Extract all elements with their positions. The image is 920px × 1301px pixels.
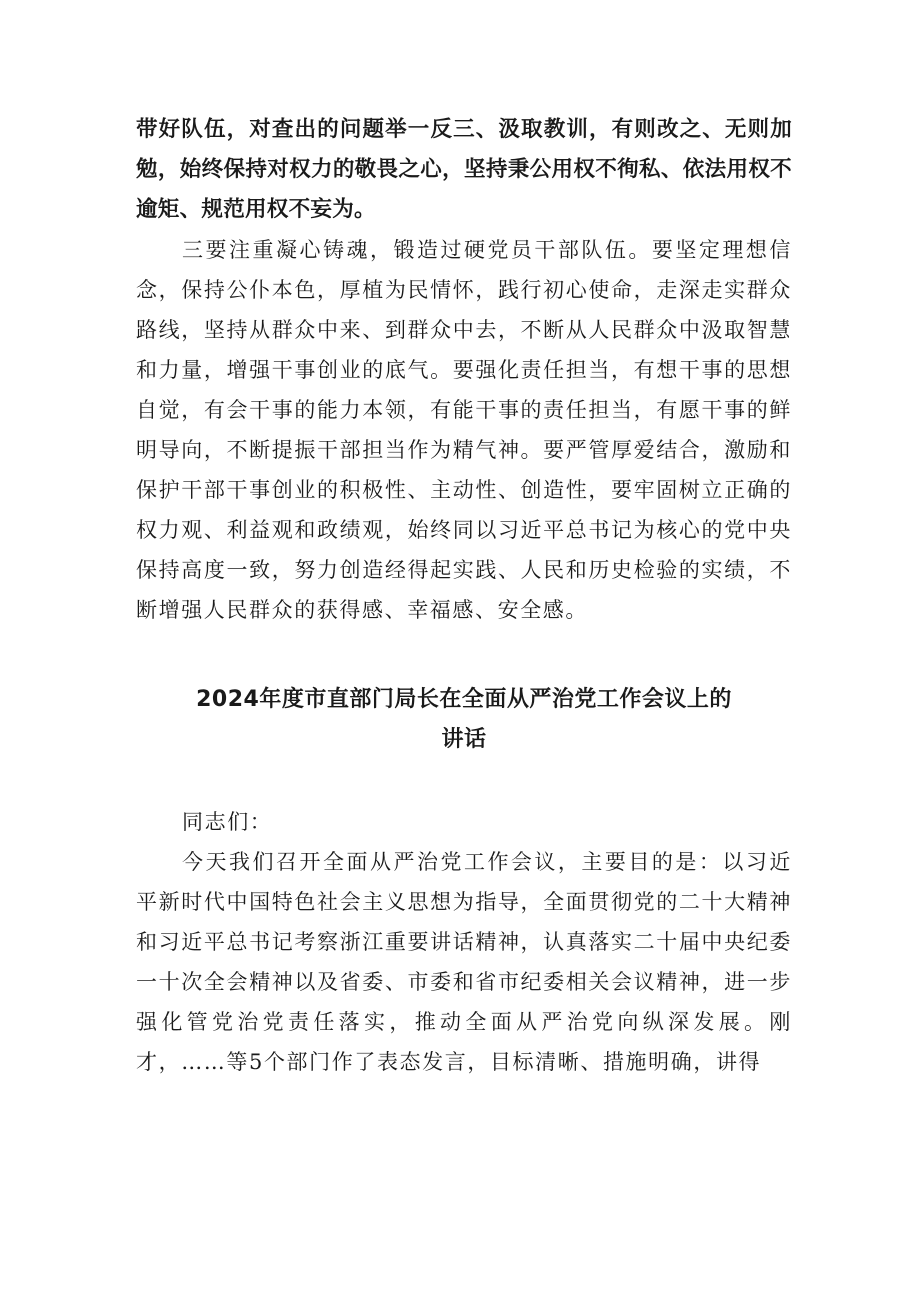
intro-paragraph: 带好队伍，对查出的问题举一反三、汲取教训，有则改之、无则加勉，始终保持对权力的敬畏之心，坚持秉公用权不徇私、依法用权不逾矩、规范用权不妄为。 bbox=[136, 117, 792, 222]
salutation: 同志们： bbox=[182, 810, 273, 834]
spacer bbox=[136, 760, 792, 802]
body-paragraph: 今天我们召开全面从严治党工作会议，主要目的是：以习近平新时代中国特色社会主义思想为指导，全面贯彻党的二十大精神和习近平总书记考察浙江重要讲话精神，认真落实二十届中央纪委一十次全会精神以及省委、市委和省市纪委相关会议精神，进一步强化管党治党责任落实，推动全面从严治党向纵深发展。刚才，……等5个部门作了表态发言，目标清晰、措施明确，讲得 bbox=[136, 850, 792, 1074]
speech-title-line-1: 2024年度市直部门局长在全面从严治党工作会议上的 bbox=[196, 687, 732, 712]
paragraph-three: 三要注重凝心铸魂，锻造过硬党员干部队伍。要坚定理想信念，保持公仆本色，厚植为民情怀，践行初心使命，走深走实群众路线，坚持从群众中来、到群众中去，不断从人民群众中汲取智慧和力量，增强干事创业的底气。要强化责任担当，有想干事的思想自觉，有会干事的能力本领，有能干事的责任担当，有愿干事的鲜明导向，不断提振干部担当作为精气神。要严管厚爱结合，激励和保护干部干事创业的积极性、主动性、创造性，要牢固树立正确的权力观、利益观和政绩观，始终同以习近平总书记为核心的党中央保持高度一致，努力创造经得起实践、人民和历史检验的实绩，不断增强人民群众的获得感、幸福感、安全感。 bbox=[136, 238, 792, 622]
speech-title-line-2: 讲话 bbox=[441, 727, 487, 752]
document-page bbox=[136, 110, 792, 1082]
speech-title bbox=[136, 680, 792, 760]
